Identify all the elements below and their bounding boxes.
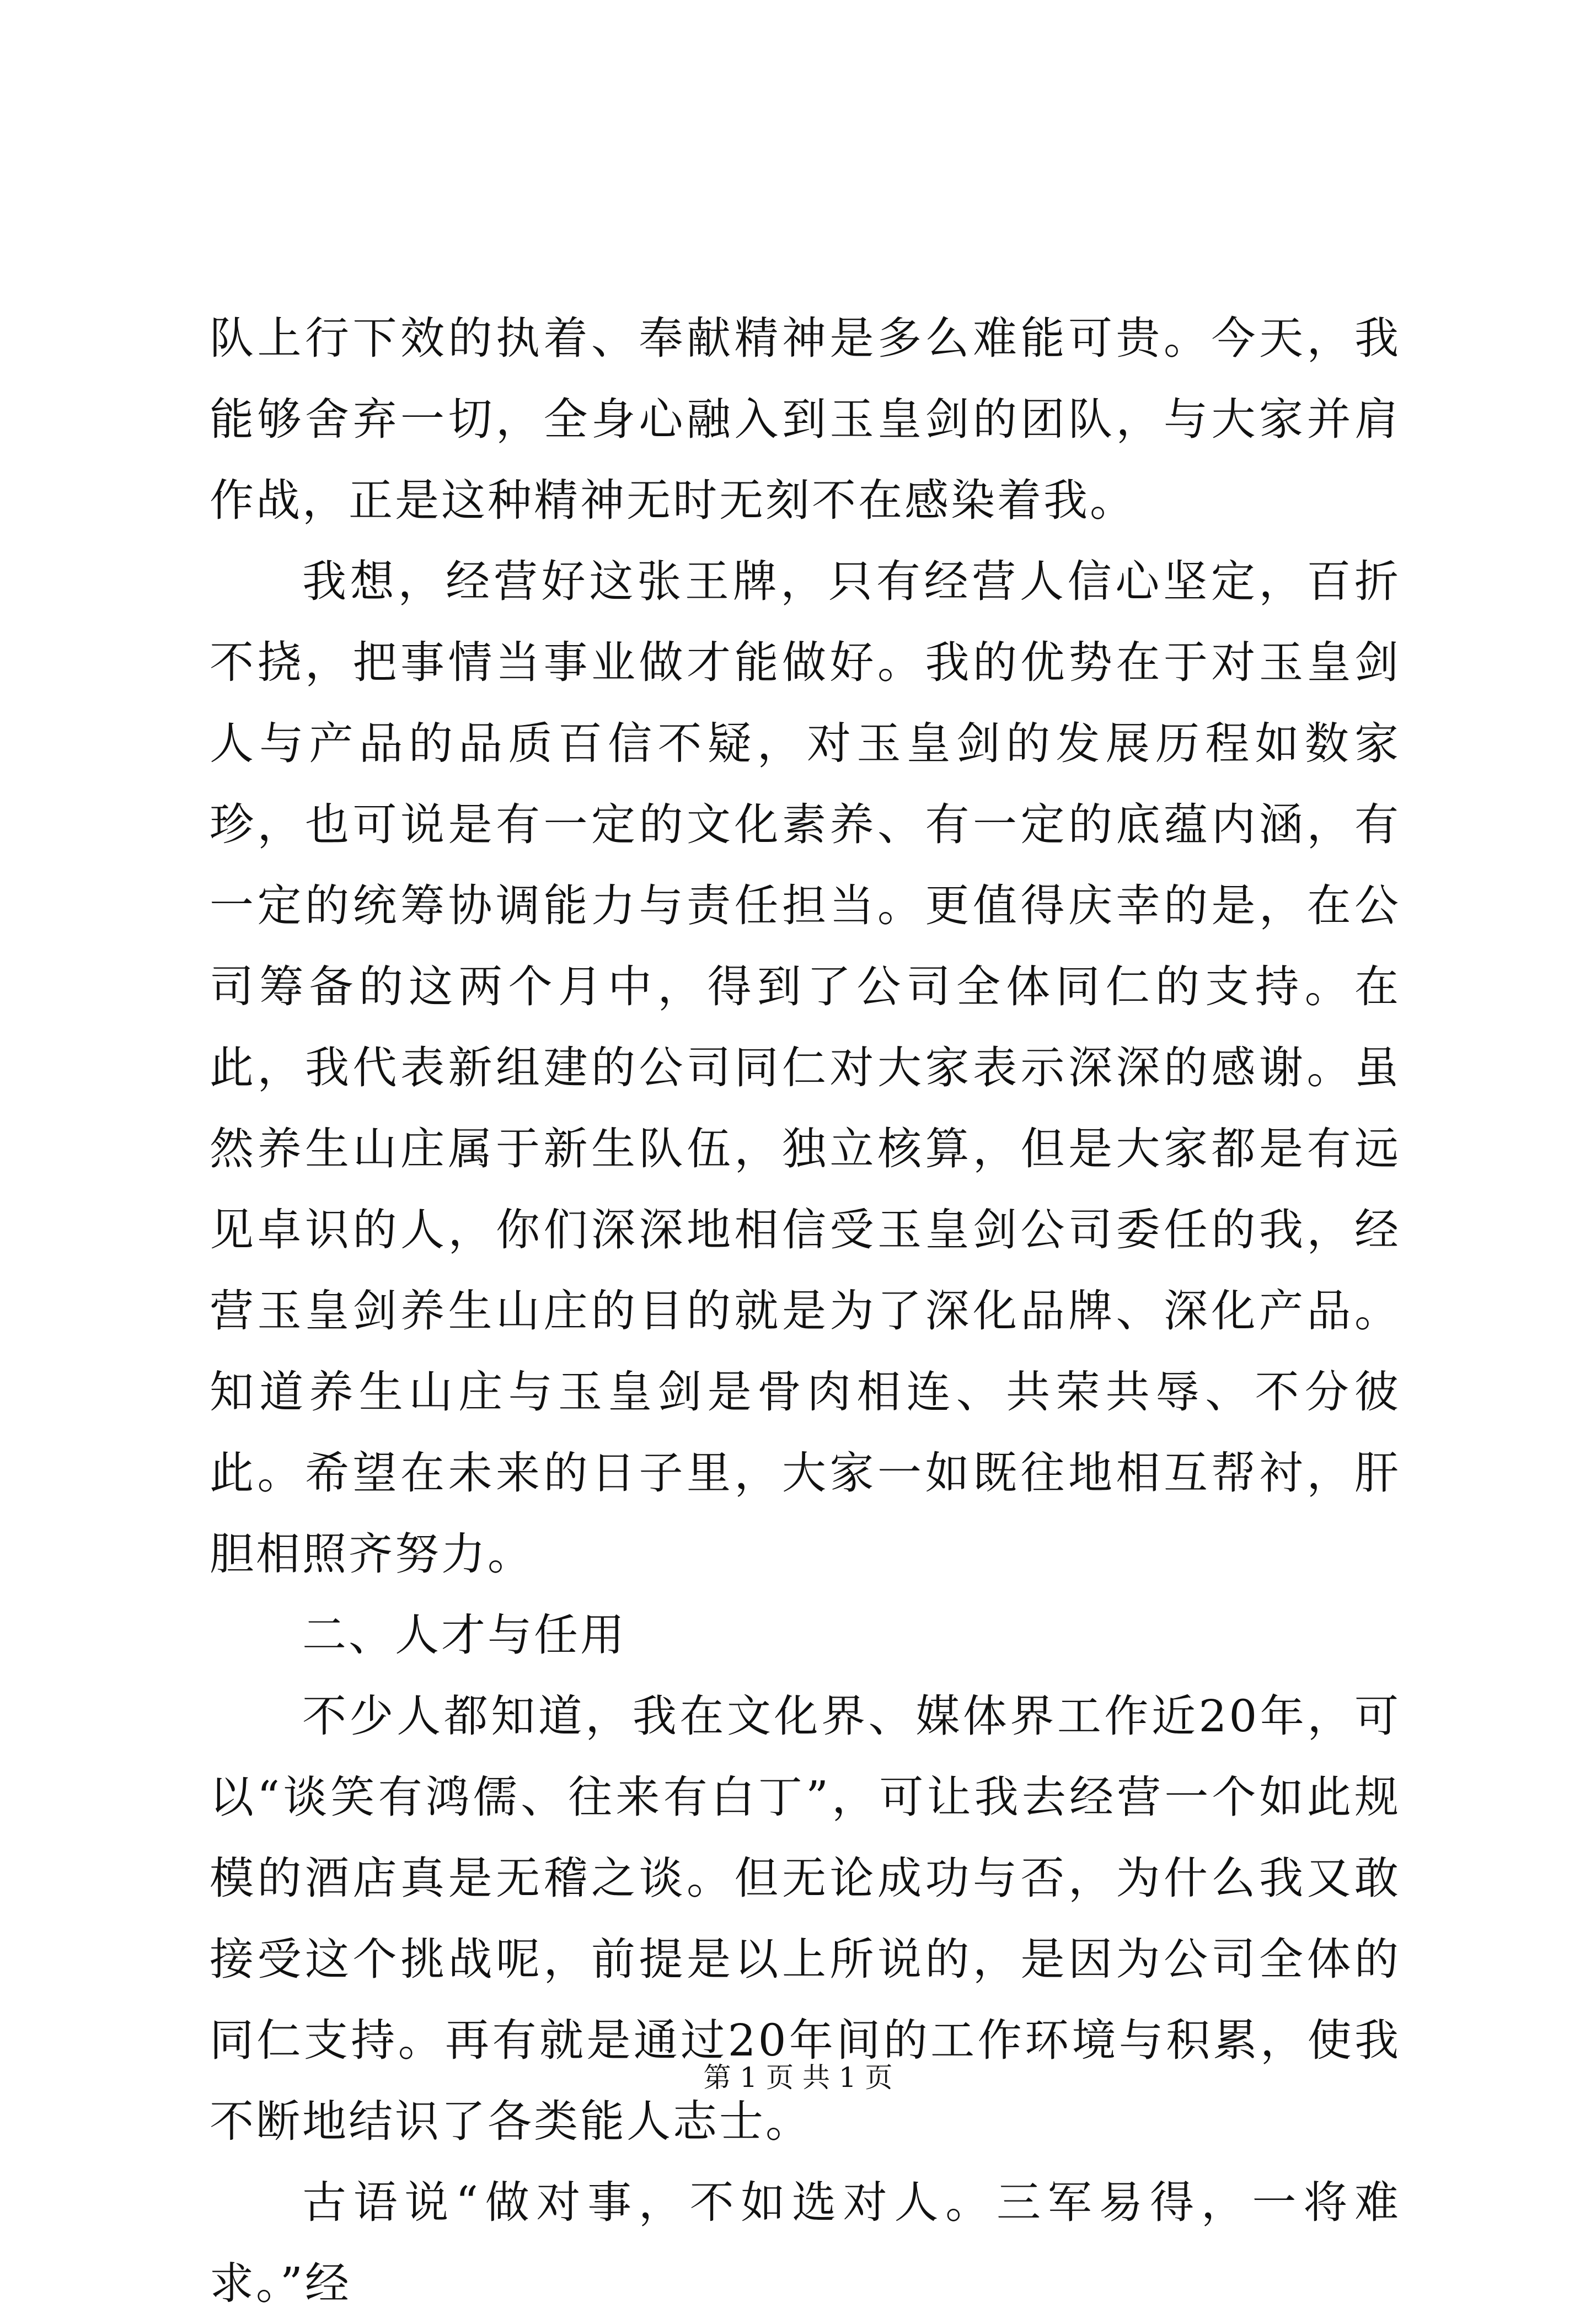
section-heading: 二、人才与任用 (302, 1609, 626, 1661)
page-number: 第 1 页 共 1 页 (703, 2062, 893, 2094)
paragraph: 不少人都知道，我在文化界、媒体界工作近20年，可以“谈笑有鸿儒、往来有白丁”，可让我去经营一个如此规模的酒店真是无稽之谈。但无论成功与否，为什么我又敢接受这个挑战呢，前提是以上所说的，是因为公司全体的同仁支持。再有就是通过20年间的工作环境与积累，使我不断地结识了各类能人志士。 (210, 1690, 1401, 2147)
paragraph: 古语说“做对事，不如选对人。三军易得，一将难求。”经 (210, 2177, 1401, 2309)
paragraph: 我想，经营好这张王牌，只有经营人信心坚定，百折不挠，把事情当事业做才能做好。我的优势在于对玉皇剑人与产品的品质百信不疑，对玉皇剑的发展历程如数家珍，也可说是有一定的文化素养、有一定的底蕴内涵，有一定的统筹协调能力与责任担当。更值得庆幸的是，在公司筹备的这两个月中，得到了公司全体同仁的支持。在此，我代表新组建的公司同仁对大家表示深深的感谢。虽然养生山庄属于新生队伍，独立核算，但是大家都是有远见卓识的人，你们深深地相信受玉皇剑公司委任的我，经营玉皇剑养生山庄的目的就是为了深化品牌、深化产品。知道养生山庄与玉皇剑是骨肉相连、共荣共辱、不分彼此。希望在未来的日子里，大家一如既往地相互帮衬，肝胆相照齐努力。 (210, 556, 1401, 1580)
page-footer (0, 2061, 1596, 2094)
paragraph: 队上行下效的执着、奉献精神是多么难能可贵。今天，我能够舍弃一切，全身心融入到玉皇剑的团队，与大家并肩作战，正是这种精神无时无刻不在感染着我。 (210, 313, 1401, 526)
body-text (210, 298, 1401, 2324)
